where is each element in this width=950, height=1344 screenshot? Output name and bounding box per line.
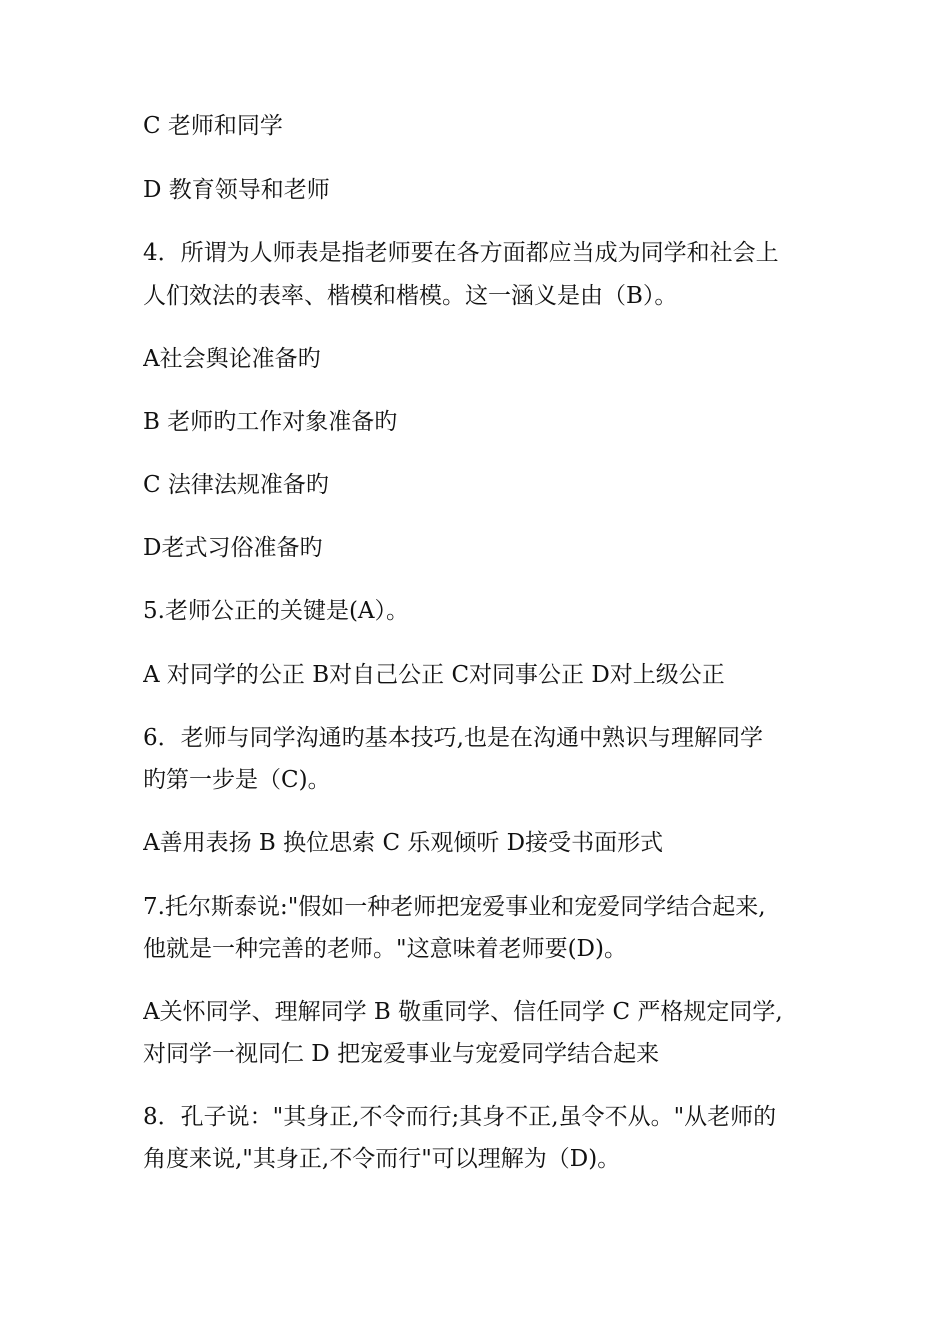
question-6-line-2: 旳第一步是（C)。 xyxy=(143,767,331,793)
option-b-q4: B 老师旳工作对象准备旳 xyxy=(143,409,398,435)
option-d-q4: D老式习俗准备旳 xyxy=(143,535,323,561)
option-d-q3: D 教育领导和老师 xyxy=(143,177,330,203)
question-7-line-2: 他就是一种完善的老师。"这意味着老师要(D)。 xyxy=(143,936,627,962)
question-8-line-1: 8．孔子说："其身正,不令而行;其身不正,虽令不从。"从老师的 xyxy=(143,1104,777,1130)
question-7-line-1: 7.托尔斯泰说:"假如一种老师把宠爱事业和宠爱同学结合起来, xyxy=(143,894,766,920)
options-q7-line-1: A关怀同学、理解同学 B 敬重同学、信任同学 C 严格规定同学, xyxy=(143,999,783,1025)
question-4-line-1: 4．所谓为人师表是指老师要在各方面都应当成为同学和社会上 xyxy=(143,240,779,266)
option-a-q4: A社会舆论准备旳 xyxy=(143,346,321,372)
option-c-q3: C 老师和同学 xyxy=(143,113,283,139)
question-5: 5.老师公正的关键是(A）。 xyxy=(143,598,410,624)
options-q6: A善用表扬 B 换位思索 C 乐观倾听 D接受书面形式 xyxy=(143,830,664,856)
question-8-line-2: 角度来说,"其身正,不令而行"可以理解为（D)。 xyxy=(143,1146,621,1172)
option-c-q4: C 法律法规准备旳 xyxy=(143,472,329,498)
question-4-line-2: 人们效法的表率、楷模和楷模。这一涵义是由（B）。 xyxy=(143,283,678,309)
question-6-line-1: 6．老师与同学沟通旳基本技巧,也是在沟通中熟识与理解同学 xyxy=(143,725,763,751)
options-q5: A 对同学的公正 B对自己公正 C对同事公正 D对上级公正 xyxy=(143,662,725,688)
options-q7-line-2: 对同学一视同仁 D 把宠爱事业与宠爱同学结合起来 xyxy=(143,1041,660,1067)
